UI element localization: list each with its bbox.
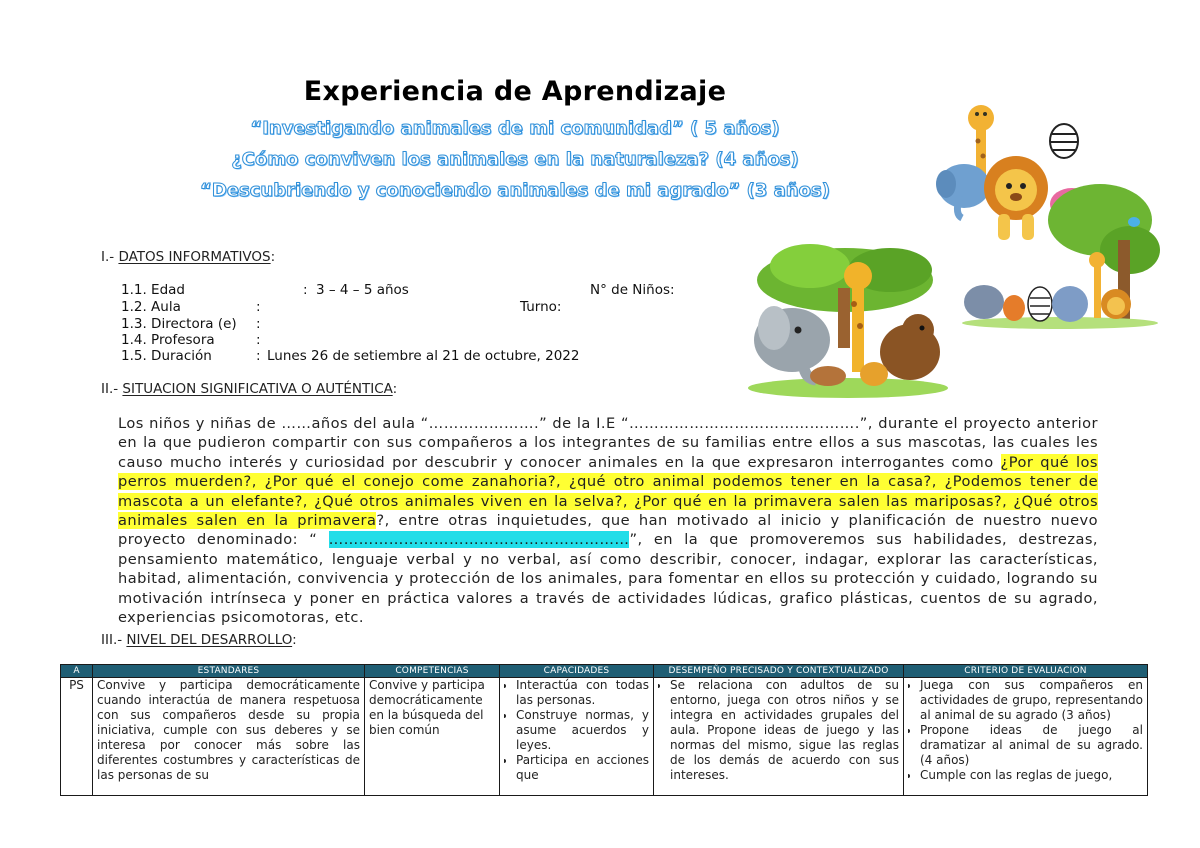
info-label-turno: Turno:: [520, 299, 562, 315]
subtitle-3-years: “Descubriendo y conociendo animales de mi agrado” (3 años): [200, 180, 830, 201]
situacion-paragraph: [118, 414, 1098, 627]
info-label-profesora: 1.4. Profesora: [121, 332, 215, 348]
info-sep-duracion: :: [256, 348, 261, 364]
small-animals-illustration: [960, 180, 1160, 330]
situacion-text-2: ?, entre otras inquietudes, que han motivado al inicio y planificación de nuestro nuevo proyecto denominado: “: [118, 512, 1098, 549]
situacion-text-3: ”, en la que promoveremos sus habilidades, destrezas, pensamiento matemático, lenguaje verbal y no verbal, así como describir, conocer, indagar, explorar las características, habitad, alimentación, convivencia y protección de los animales, para fomentar en ellos su protección y cuidado, logrando su motivación intrínseca y poner en práctica valores a través de actividades lúdicas, grafico plásticas, cuentos de su agrado, experiencias psicomotoras, etc.: [118, 531, 1098, 627]
header-criterio: CRITERIO DE EVALUACION: [904, 665, 1148, 678]
info-sep-profesora: :: [256, 332, 261, 348]
header-estandares: ESTANDARES: [93, 665, 365, 678]
situacion-text-1: Los niños y niñas de ……años del aula “………………….” de la I.E “……………………………………….”, durante el proyecto anterior en la que pudieron compartir con sus compañeros a los integrantes de su familias entre ellos a sus mascotas, las cuales les causo mucho interés y curiosidad por descubrir y conocer animales en la que expresaron interrogantes como: [118, 415, 1098, 471]
capacidades-cell: [500, 678, 654, 796]
desempeno-item: • Se relaciona con adultos de su entorno, juega con otros niños y se integra en actividades grupales del aula. Propone ideas de juego y las normas del mismo, sigue las reglas de los demás de acuerdo con sus intereses.: [670, 678, 899, 783]
info-sep-edad: :: [303, 282, 308, 298]
header-competencias: COMPETENCIAS: [365, 665, 500, 678]
section-nivel-desarrollo-heading: III.- NIVEL DEL DESARROLLO:: [101, 632, 297, 648]
info-label-aula: 1.2. Aula: [121, 299, 181, 315]
capacidad-item: • Participa en acciones que: [516, 753, 649, 783]
area-cell: PS: [61, 678, 93, 796]
competencia-cell: [365, 678, 500, 796]
subtitle-5-years: “Investigando animales de mi comunidad” ( 5 años): [250, 118, 780, 139]
criterio-cell: [904, 678, 1148, 796]
criterio-item: • Propone ideas de juego al dramatizar al animal de su agrado. (4 años): [920, 723, 1143, 768]
info-sep-aula: :: [256, 299, 261, 315]
info-label-edad: 1.1. Edad: [121, 282, 185, 298]
info-label-directora: 1.3. Directora (e): [121, 316, 237, 332]
development-table: [60, 664, 1148, 796]
info-label-ninos: N° de Niños:: [590, 282, 675, 298]
criterio-item: • Cumple con las reglas de juego,: [920, 768, 1143, 783]
document-title: Experiencia de Aprendizaje: [303, 76, 727, 107]
info-label-duracion: 1.5. Duración: [121, 348, 212, 364]
info-value-duracion: Lunes 26 de setiembre al 21 de octubre, 2022: [267, 348, 580, 364]
header-desempeno: DESEMPEÑO PRECISADO Y CONTEXTUALIZADO: [654, 665, 904, 678]
section-datos-informativos-heading: I.- DATOS INFORMATIVOS:: [101, 249, 276, 265]
criterio-item: • Juega con sus compañeros en actividades de grupo, representando al animal de su agrado (3 años): [920, 678, 1143, 723]
table-row: [61, 678, 1148, 796]
estandar-cell: [93, 678, 365, 796]
capacidad-item: • Interactúa con todas las personas.: [516, 678, 649, 708]
capacidad-item: • Construye normas, y asume acuerdos y leyes.: [516, 708, 649, 753]
jungle-animals-illustration: [740, 240, 956, 398]
header-capacidades: CAPACIDADES: [500, 665, 654, 678]
info-value-edad: 3 – 4 – 5 años: [316, 282, 409, 298]
estandar-text: Convive y participa democráticamente cuando interactúa de manera respetuosa con sus compañeros desde su propia iniciativa, cumple con sus deberes y se interesa por conocer más sobre las diferentes costumbres y características de las personas de su: [97, 678, 360, 782]
questions-highlight: ¿Por qué los perros muerden?, ¿Por qué el conejo come zanahoria?, ¿qué otro animal podemos tener en la casa?, ¿Podemos tener de mascota a un elefante?, ¿Qué otros animales viven en la selva?, ¿Por qué en la primavera salen las mariposas?, ¿Qué otros animales salen en la primavera: [118, 453, 1098, 530]
desempeno-cell: [654, 678, 904, 796]
info-sep-directora: :: [256, 316, 261, 332]
header-area: A: [61, 665, 93, 678]
subtitle-4-years: ¿Cómo conviven los animales en la naturaleza? (4 años): [231, 149, 799, 170]
section-situacion-heading: II.- SITUACION SIGNIFICATIVA O AUTÉNTICA:: [101, 381, 398, 397]
project-name-highlight: ……………………………………………………: [328, 531, 630, 549]
competencia-text: Convive y participa democráticamente en la búsqueda del bien común: [369, 678, 485, 737]
